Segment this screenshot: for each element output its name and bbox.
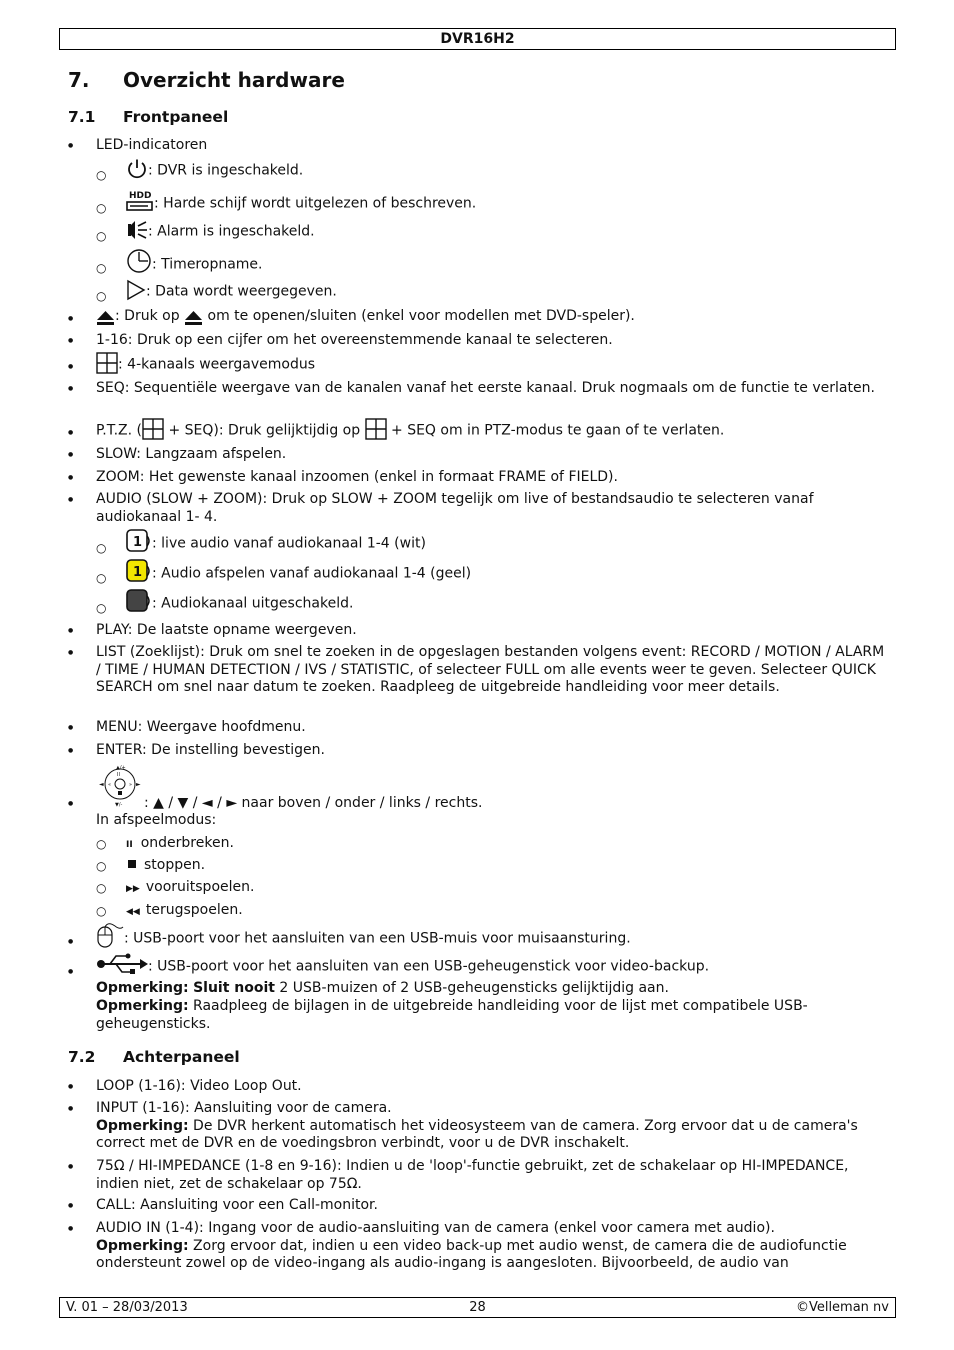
- bullet: [68, 446, 78, 466]
- bullet: [68, 963, 78, 983]
- subsection-title-front: 7.1 Frontpaneel: [68, 108, 229, 126]
- quad-item: : 4-kanaals weergavemodus: [96, 352, 891, 374]
- svg-text:1: 1: [133, 565, 143, 580]
- sub-bullet: ○: [96, 168, 107, 182]
- page-number: 28: [469, 1300, 486, 1315]
- audio-off-item: : Audiokanaal uitgeschakeld.: [126, 589, 891, 613]
- sub-bullet: ○: [96, 571, 107, 585]
- quad-view-icon: [365, 418, 387, 440]
- eject-item: : Druk op om te openen/sluiten (enkel voor modellen met DVD-speler).: [96, 308, 891, 326]
- stop-item: stoppen.: [126, 857, 891, 875]
- led-power-item: : DVR is ingeschakeld.: [126, 158, 891, 180]
- play-item: PLAY: De laatste opname weergeven.: [96, 622, 357, 638]
- bullet: [68, 424, 78, 444]
- rewind-item: ◀◀ terugspoelen.: [126, 902, 243, 918]
- copyright: ©Velleman nv: [795, 1300, 889, 1315]
- ptz-item: P.T.Z. ( + SEQ): Druk gelijktijdig op + SEQ om in PTZ-modus te gaan of te verlaten.: [96, 418, 891, 440]
- sub-bullet: ○: [96, 289, 107, 303]
- seq-item: SEQ: Sequentiële weergave van de kanalen vanaf het eerste kanaal. Druk nogmaals om de functie te verlaten.: [96, 380, 875, 396]
- list-item: LIST (Zoeklijst): Druk om snel te zoeken in de opgeslagen bestanden volgens event: RECORD / MOTION / ALARM / TIME / HUMAN DETECTION / IVS / STATISTIC, of selecteer FULL om alle events weer te geven. Selecteer QUICK SEARCH om snel naar datum te zoeken. Raadpleeg de uitgebreide handleiding voor meer details.: [96, 644, 885, 695]
- version-label: V. 01 – 28/03/2013: [66, 1300, 188, 1315]
- svg-text:1: 1: [133, 535, 143, 550]
- fast-forward-item: ▶▶ vooruitspoelen.: [126, 879, 255, 895]
- audio-playback-item: 1 : Audio afspelen vanaf audiokanaal 1-4 (geel): [126, 559, 891, 583]
- menu-item: MENU: Weergave hoofdmenu.: [96, 719, 306, 735]
- pause-item: II onderbreken.: [126, 835, 234, 851]
- page-header: [59, 28, 896, 50]
- audio-item: AUDIO (SLOW + ZOOM): Druk op SLOW + ZOOM tegelijk om live of bestandsaudio te selecteren vanaf audiokanaal 1- 4.: [96, 491, 814, 525]
- bullet: [68, 1220, 78, 1240]
- input-item: INPUT (1-16): Aansluiting voor de camera. Opmerking: De DVR herkent automatisch het videosysteem van de camera. Zorg ervoor dat u de camera's correct met de DVR en de voedingsbron verbindt, voor u de DVR inschakelt.: [96, 1100, 858, 1151]
- svg-text:HDD: HDD: [129, 191, 152, 201]
- stop-icon: [128, 860, 136, 868]
- audio-in-item: AUDIO IN (1-4): Ingang voor de audio-aansluiting van de camera (enkel voor camera met audio). Opmerking: Zorg ervoor dat, indien u een video back-up met audio wenst, de camera die de audiofunctie ondersteunt zowel op de video-ingang als audio-ingang is aangesloten. Bijvoorbeeld, de audio van: [96, 1220, 847, 1271]
- usb-item: : USB-poort voor het aansluiten van een USB-geheugenstick voor video-backup.: [96, 952, 891, 976]
- play-icon: [126, 279, 146, 301]
- slow-item: SLOW: Langzaam afspelen.: [96, 446, 287, 462]
- power-icon: [126, 158, 148, 180]
- playmode-label: In afspeelmodus:: [96, 812, 217, 828]
- bullet: [68, 933, 78, 953]
- led-play-item: : Data wordt weergegeven.: [126, 279, 891, 301]
- page-footer: [59, 1297, 896, 1318]
- svg-text:►: ►: [136, 781, 141, 788]
- bullet: [68, 491, 78, 511]
- svg-text:»: »: [129, 782, 133, 788]
- alarm-icon: [126, 219, 148, 241]
- loop-item: LOOP (1-16): Video Loop Out.: [96, 1078, 302, 1094]
- svg-text:▲/+: ▲/+: [116, 765, 126, 771]
- sub-bullet: ○: [96, 601, 107, 615]
- sub-bullet: ○: [96, 904, 107, 918]
- clock-icon: [126, 248, 152, 274]
- svg-text:«: «: [108, 782, 112, 788]
- section-title: 7. Overzicht hardware: [68, 68, 345, 92]
- bullet: [68, 137, 78, 157]
- zoom-item: ZOOM: Het gewenste kanaal inzoomen (enkel in formaat FRAME of FIELD).: [96, 469, 618, 485]
- quad-view-icon: [142, 418, 164, 440]
- hdd-icon: [126, 189, 154, 213]
- bullet: [68, 1100, 78, 1120]
- sub-bullet: ○: [96, 201, 107, 215]
- call-item: CALL: Aansluiting voor een Call-monitor.: [96, 1197, 378, 1213]
- bullet: [68, 358, 78, 378]
- led-timer-item: : Timeropname.: [126, 248, 891, 274]
- svg-text:◄: ◄: [99, 781, 104, 788]
- eject-icon: [184, 310, 203, 326]
- mouse-icon: [96, 922, 124, 948]
- sub-bullet: ○: [96, 859, 107, 873]
- eject-icon: [96, 310, 115, 326]
- sub-bullet: ○: [96, 541, 107, 555]
- impedance-item: 75Ω / HI-IMPEDANCE (1-8 en 9-16): Indien u de 'loop'-functie gebruikt, zet de schakelaar op HI-IMPEDANCE, indien niet, zet de schakelaar op 75Ω.: [96, 1158, 849, 1192]
- led-alarm-item: : Alarm is ingeschakeld.: [126, 219, 891, 241]
- bullet: [68, 719, 78, 739]
- channels-item: 1-16: Druk op een cijfer om het overeenstemmende kanaal te selecteren.: [96, 332, 613, 348]
- bullet: [68, 1158, 78, 1178]
- pause-icon: II: [126, 840, 133, 850]
- navigation-wheel-icon: [98, 763, 144, 807]
- bullet: [68, 310, 78, 330]
- bullet: [68, 1078, 78, 1098]
- sub-bullet: ○: [96, 229, 107, 243]
- bullet: [68, 795, 78, 815]
- audio-channel-icon: [126, 589, 152, 613]
- nav-item: : ▲ / ▼ / ◄ / ► naar boven / onder / links / rechts.: [144, 795, 483, 811]
- svg-text:II: II: [117, 772, 120, 778]
- audio-channel-icon: [126, 559, 152, 583]
- sub-bullet: ○: [96, 837, 107, 851]
- usb-icon: [96, 952, 148, 976]
- fast-forward-icon: ▶▶: [126, 884, 140, 894]
- usb-note-2: Opmerking: Raadpleeg de bijlagen in de uitgebreide handleiding voor de lijst met compatibele USB-geheugensticks.: [96, 998, 808, 1032]
- document-model: DVR16H2: [440, 31, 515, 47]
- bullet: [68, 332, 78, 352]
- mouse-item: : USB-poort voor het aansluiten van een USB-muis voor muisaansturing.: [96, 922, 891, 948]
- bullet: [68, 469, 78, 489]
- bullet: [68, 380, 78, 400]
- bullet: [68, 622, 78, 642]
- subsection-title-rear: 7.2 Achterpaneel: [68, 1048, 240, 1066]
- usb-note-1: Opmerking: Sluit nooit 2 USB-muizen of 2 USB-geheugensticks gelijktijdig aan.: [96, 980, 669, 996]
- led-hdd-item: HDD : Harde schijf wordt uitgelezen of beschreven.: [126, 189, 891, 213]
- bullet: [68, 1197, 78, 1217]
- sub-bullet: ○: [96, 881, 107, 895]
- svg-text:▼/-: ▼/-: [115, 802, 123, 807]
- quad-view-icon: [96, 352, 118, 374]
- rewind-icon: ◀◀: [126, 907, 140, 917]
- sub-bullet: ○: [96, 261, 107, 275]
- audio-live-item: 1 : live audio vanaf audiokanaal 1-4 (wit): [126, 529, 891, 553]
- led-title: LED-indicatoren: [96, 137, 208, 153]
- bullet: [68, 644, 78, 664]
- enter-item: ENTER: De instelling bevestigen.: [96, 742, 325, 758]
- audio-channel-icon: [126, 529, 152, 553]
- bullet: [68, 742, 78, 762]
